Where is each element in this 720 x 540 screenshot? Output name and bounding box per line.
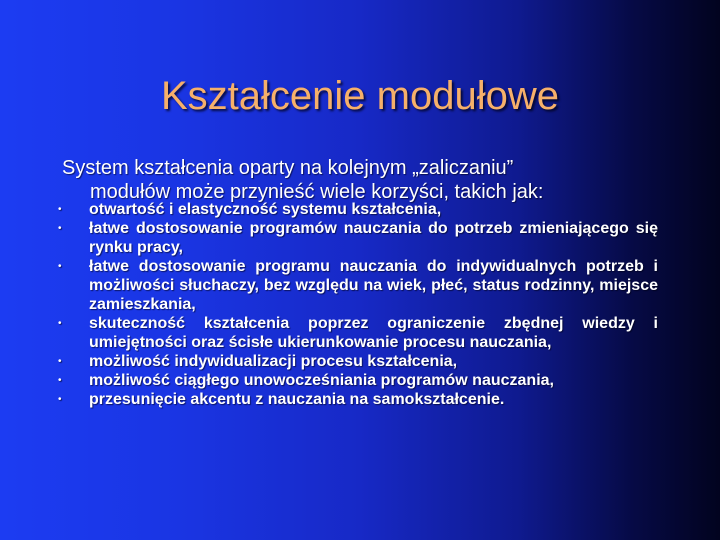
list-item — [58, 200, 658, 219]
list-item-text: łatwe dostosowanie programów nauczania do potrzeb zmieniającego się rynku pracy, — [89, 220, 658, 256]
list-item-text: możliwość ciągłego unowocześniania programów nauczania, — [89, 372, 554, 389]
bullet-icon: • — [58, 318, 62, 329]
bullet-icon: • — [58, 375, 62, 386]
slide-title: Kształcenie modułowe — [161, 74, 559, 118]
benefits-list — [58, 200, 658, 409]
list-item — [58, 390, 658, 409]
list-item-text: przesunięcie akcentu z nauczania na samokształcenie. — [89, 391, 505, 408]
intro-line-1: System kształcenia oparty na kolejnym „zaliczaniu” — [62, 157, 514, 179]
list-item — [58, 352, 658, 371]
list-item-text: możliwość indywidualizacji procesu kształcenia, — [89, 353, 458, 370]
intro-line-2: modułów może przynieść wiele korzyści, takich jak: — [90, 181, 544, 203]
list-item — [58, 219, 658, 257]
list-item — [58, 257, 658, 314]
list-item — [58, 371, 658, 390]
bullet-icon: • — [58, 356, 62, 367]
bullet-icon: • — [58, 394, 62, 405]
list-item — [58, 314, 658, 352]
bullet-icon: • — [58, 223, 62, 234]
intro-paragraph — [62, 156, 682, 204]
list-item-text: otwartość i elastyczność systemu kształcenia, — [89, 201, 442, 218]
list-item-text: skuteczność kształcenia poprzez ograniczenie zbędnej wiedzy i umiejętności oraz ścisłe ukierunkowanie procesu nauczania, — [89, 315, 658, 351]
list-item-text: łatwe dostosowanie programu nauczania do indywidualnych potrzeb i możliwości słuchaczy, bez względu na wiek, płeć, status rodzinny, miejsce zamieszkania, — [89, 258, 658, 313]
bullet-icon: • — [58, 261, 62, 272]
bullet-icon: • — [58, 204, 62, 215]
